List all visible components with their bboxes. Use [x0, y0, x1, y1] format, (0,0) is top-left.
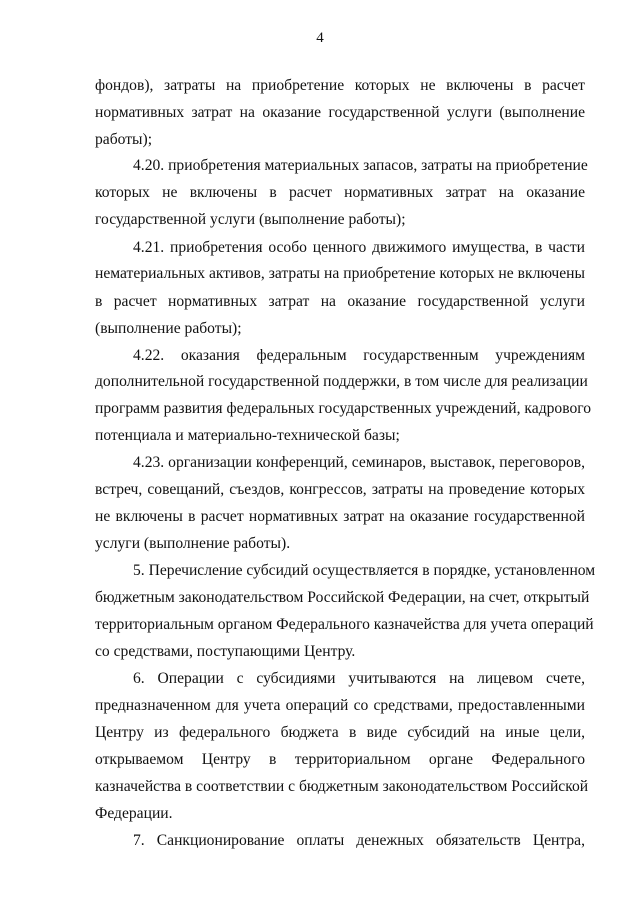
text-line: бюджетным законодательством Российской Федерации, на счет, открытый	[95, 589, 590, 606]
text-line: Федерации.	[95, 805, 173, 822]
text-line: работы);	[95, 131, 153, 148]
text-line: открываемом Центру в территориальном органе Федерального	[95, 751, 585, 768]
paragraph-4-23-line: 4.23. организации конференций, семинаров, выставок, переговоров,	[133, 454, 585, 471]
text-line: Центру из федерального бюджета в виде субсидий на иные цели,	[95, 724, 585, 741]
paragraph-5-line: 5. Перечисление субсидий осуществляется в порядке, установленном	[133, 562, 596, 579]
text-line: предназначенном для учета операций со средствами, предоставленными	[95, 697, 585, 714]
paragraph-7-line: 7. Санкционирование оплаты денежных обязательств Центра,	[133, 832, 585, 849]
paragraph-4-20-line: 4.20. приобретения материальных запасов, затраты на приобретение	[133, 157, 588, 174]
text-line: со средствами, поступающими Центру.	[95, 643, 356, 660]
text-line: в расчет нормативных затрат на оказание государственной услуги	[95, 293, 585, 310]
text-line: государственной услуги (выполнение работы);	[95, 211, 406, 228]
text-line: не включены в расчет нормативных затрат на оказание государственной	[95, 508, 585, 525]
text-line: программ развития федеральных государственных учреждений, кадрового	[95, 400, 592, 417]
page-number: 4	[316, 30, 324, 46]
text-line: (выполнение работы);	[95, 320, 242, 337]
paragraph-4-22-line: 4.22. оказания федеральным государственным учреждениям	[133, 347, 585, 364]
text-line: казначейства в соответствии с бюджетным законодательством Российской	[95, 778, 589, 795]
text-line: нормативных затрат на оказание государственной услуги (выполнение	[95, 104, 585, 121]
text-line: дополнительной государственной поддержки, в том числе для реализации	[95, 373, 588, 390]
text-line: встреч, совещаний, съездов, конгрессов, затраты на проведение которых	[95, 481, 585, 498]
text-line: фондов), затраты на приобретение которых не включены в расчет	[95, 77, 585, 94]
paragraph-4-21-line: 4.21. приобретения особо ценного движимого имущества, в части	[133, 239, 585, 256]
paragraph-6-line: 6. Операции с субсидиями учитываются на лицевом счете,	[133, 670, 585, 687]
text-line: территориальным органом Федерального казначейства для учета операций	[95, 616, 594, 633]
text-line: которых не включены в расчет нормативных затрат на оказание	[95, 184, 585, 201]
text-line: услуги (выполнение работы).	[95, 535, 291, 552]
text-line: нематериальных активов, затраты на приобретение которых не включены	[95, 265, 585, 282]
text-line: потенциала и материально-технической базы;	[95, 427, 400, 444]
